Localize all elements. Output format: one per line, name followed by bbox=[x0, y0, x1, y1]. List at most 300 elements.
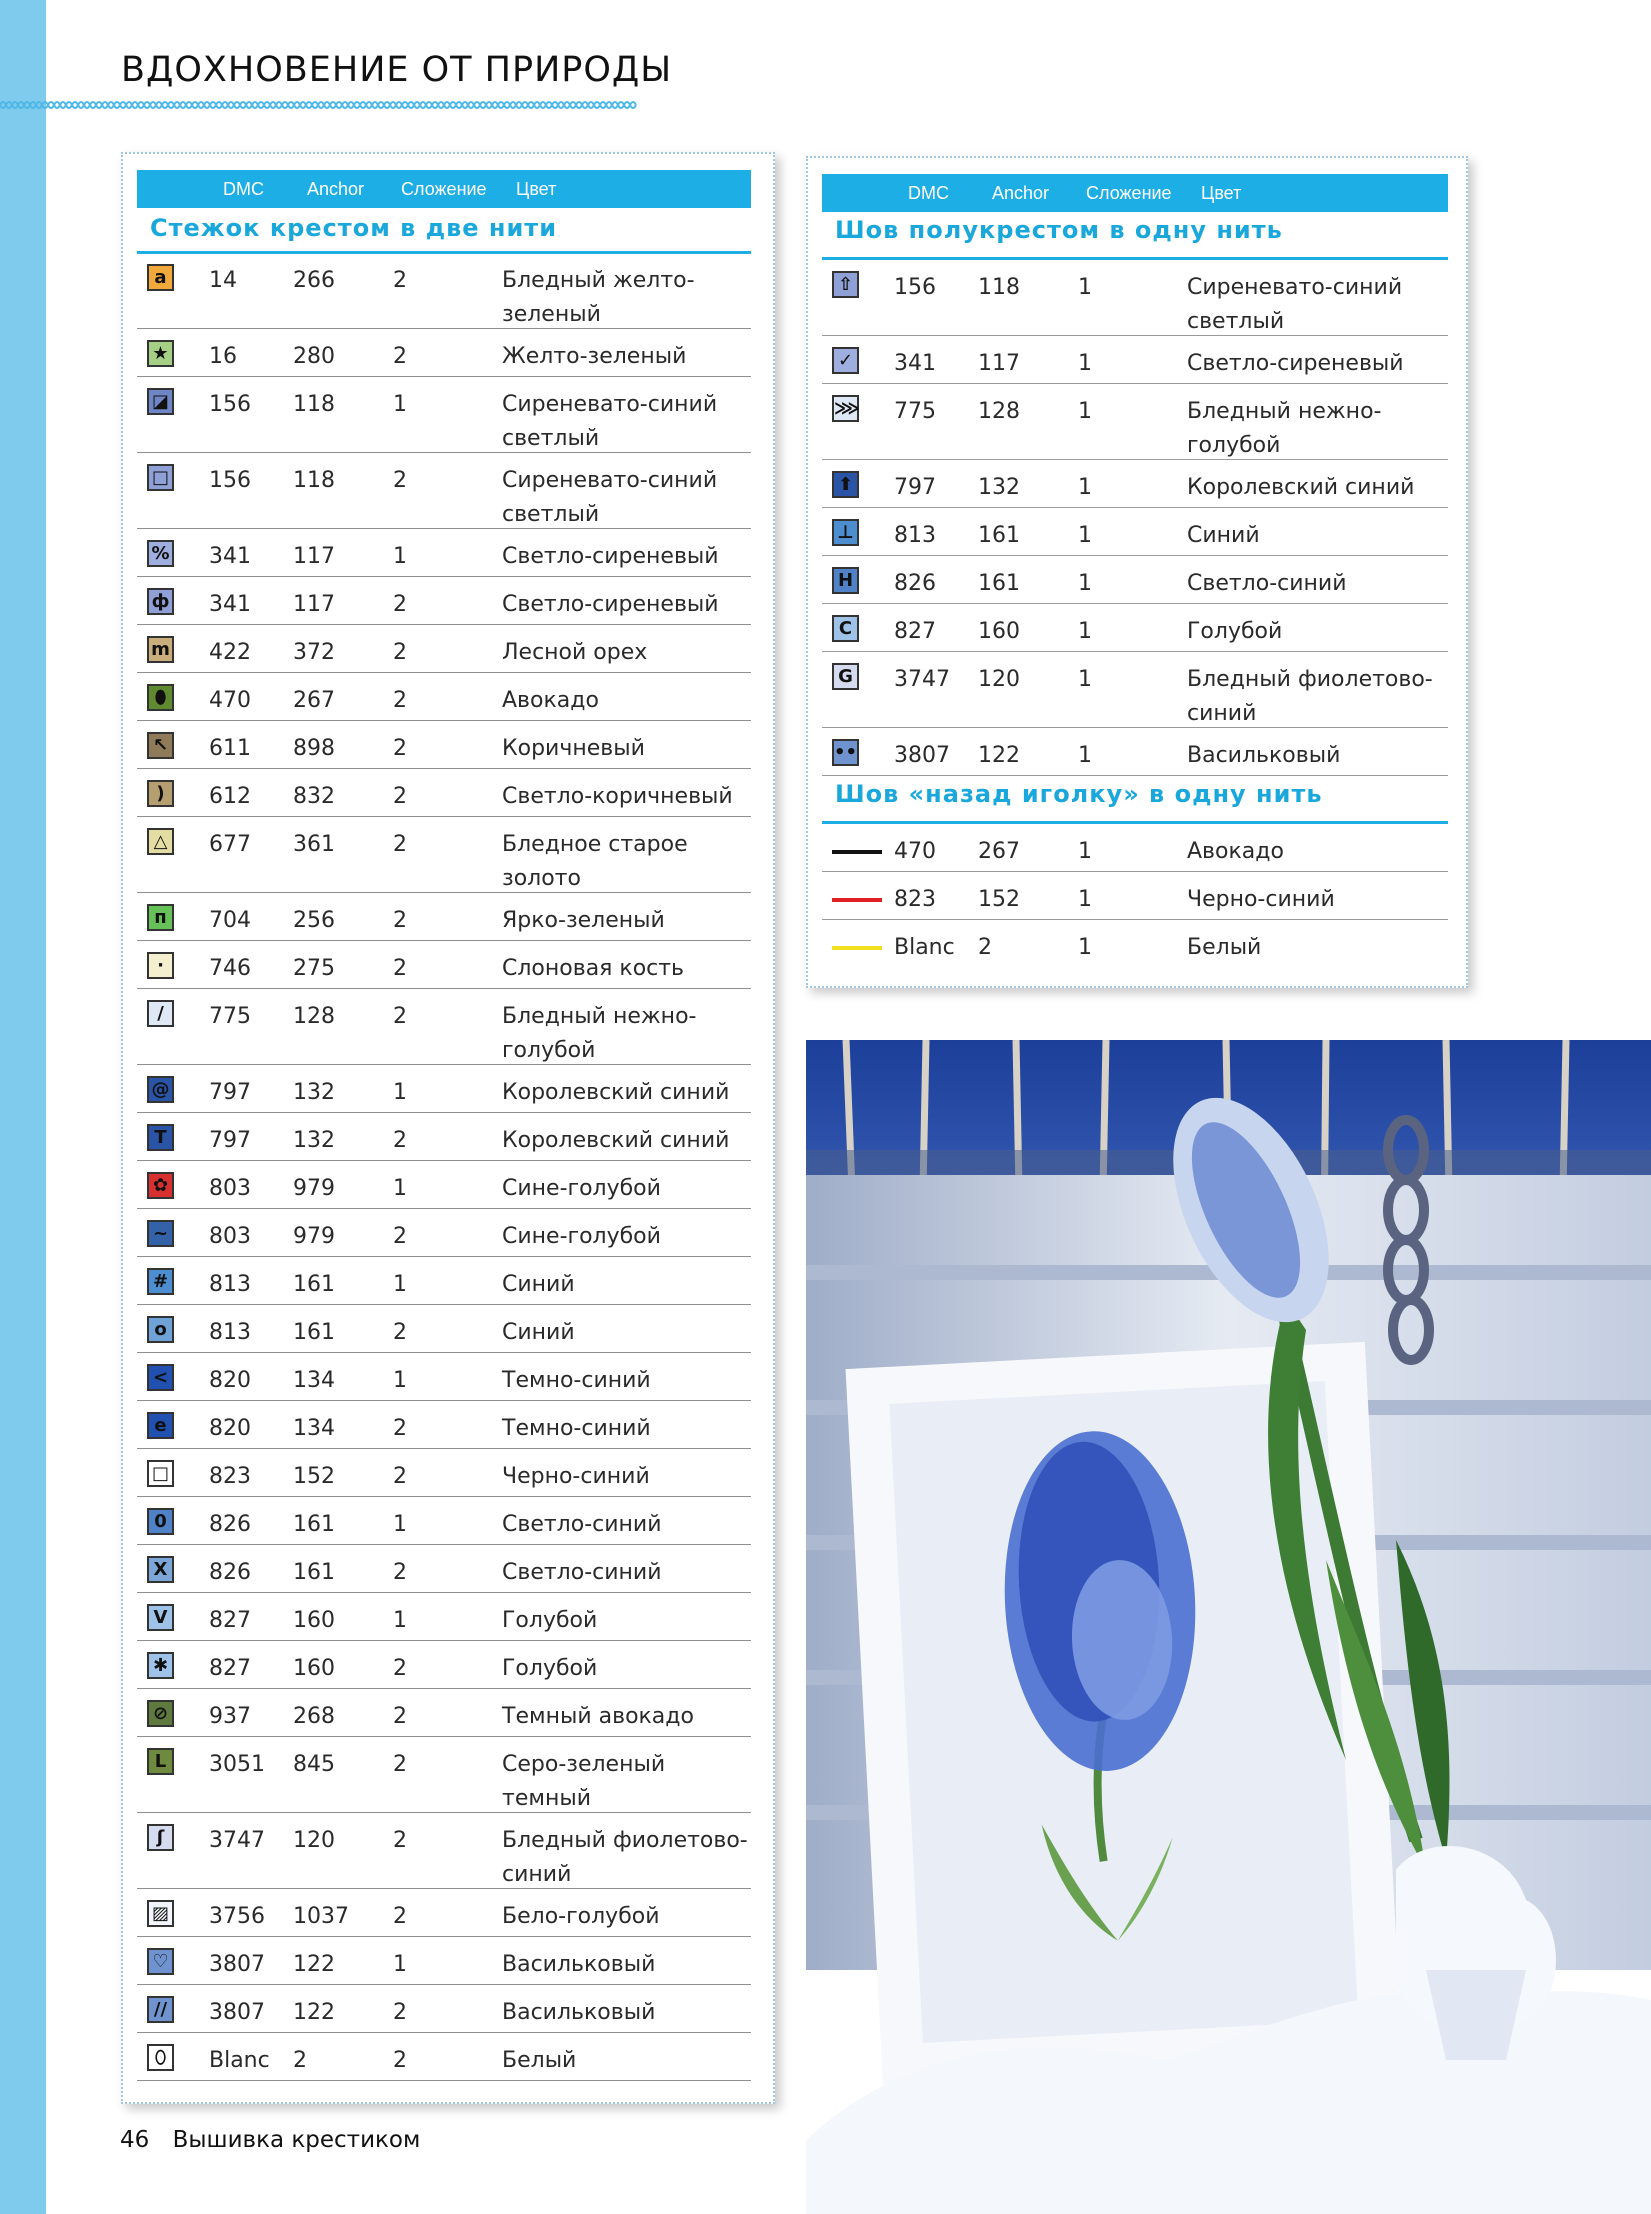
color-name-line2: светлый bbox=[502, 426, 600, 451]
dmc-number: 16 bbox=[209, 344, 237, 369]
table-row bbox=[137, 452, 751, 529]
dmc-number: Blanc bbox=[209, 2048, 270, 2073]
table-row bbox=[137, 1160, 751, 1209]
chart-symbol-icon: G bbox=[832, 663, 859, 690]
strand-count: 1 bbox=[1078, 475, 1092, 500]
chart-symbol-icon: ▨ bbox=[147, 1900, 174, 1927]
table-row bbox=[137, 1544, 751, 1593]
color-name: Синий bbox=[502, 1272, 575, 1297]
table-row bbox=[137, 720, 751, 769]
anchor-number: 275 bbox=[293, 956, 335, 981]
section-title-backstitch: Шов «назад иголку» в одну нить bbox=[835, 780, 1323, 808]
color-name: Темный авокадо bbox=[502, 1704, 694, 1729]
anchor-number: 128 bbox=[293, 1004, 335, 1029]
col-color: Цвет bbox=[1201, 183, 1242, 203]
strand-count: 2 bbox=[393, 1560, 407, 1585]
color-name: Бледный нежно- bbox=[1187, 399, 1382, 424]
color-name: Голубой bbox=[502, 1608, 598, 1633]
color-name-line2: синий bbox=[1187, 701, 1257, 726]
strand-count: 2 bbox=[393, 736, 407, 761]
chart-symbol-icon: ⊥ bbox=[832, 519, 859, 546]
chart-symbol-icon: // bbox=[147, 1996, 174, 2023]
chart-symbol-icon: ★ bbox=[147, 340, 174, 367]
dmc-number: 3747 bbox=[894, 667, 950, 692]
strand-count: 1 bbox=[393, 1512, 407, 1537]
dmc-number: 827 bbox=[894, 619, 936, 644]
chart-symbol-icon: X bbox=[147, 1556, 174, 1583]
strand-count: 2 bbox=[393, 1704, 407, 1729]
table-row bbox=[137, 768, 751, 817]
dmc-number: 341 bbox=[894, 351, 936, 376]
anchor-number: 268 bbox=[293, 1704, 335, 1729]
color-name: Слоновая кость bbox=[502, 956, 685, 981]
table-row bbox=[822, 871, 1448, 920]
dmc-number: 14 bbox=[209, 268, 237, 293]
hyacinth-embroidery-photo bbox=[806, 1040, 1651, 2214]
chart-symbol-icon: ⇧ bbox=[832, 271, 859, 298]
strand-count: 2 bbox=[393, 1224, 407, 1249]
chart-symbol-icon: ʃ bbox=[147, 1824, 174, 1851]
anchor-number: 132 bbox=[293, 1080, 335, 1105]
anchor-number: 120 bbox=[293, 1828, 335, 1853]
color-name: Бледный фиолетово- bbox=[502, 1828, 748, 1853]
strand-count: 1 bbox=[393, 1608, 407, 1633]
chart-symbol-icon: C bbox=[832, 615, 859, 642]
dmc-number: 803 bbox=[209, 1176, 251, 1201]
chart-symbol-icon: ⬮ bbox=[147, 684, 174, 711]
table-row bbox=[822, 259, 1448, 336]
table-header bbox=[137, 170, 751, 208]
strand-count: 1 bbox=[1078, 839, 1092, 864]
anchor-number: 160 bbox=[978, 619, 1020, 644]
color-name: Голубой bbox=[502, 1656, 598, 1681]
table-row bbox=[137, 1256, 751, 1305]
color-name-line2: синий bbox=[502, 1862, 572, 1887]
chart-symbol-icon: 0 bbox=[147, 1508, 174, 1535]
dmc-number: 156 bbox=[209, 392, 251, 417]
table-row bbox=[137, 1736, 751, 1813]
chart-symbol-icon: ✓ bbox=[832, 347, 859, 374]
anchor-number: 122 bbox=[293, 1952, 335, 1977]
color-name: Бледный желто- bbox=[502, 268, 695, 293]
dmc-number: 813 bbox=[894, 523, 936, 548]
anchor-number: 117 bbox=[978, 351, 1020, 376]
dmc-number: 820 bbox=[209, 1368, 251, 1393]
backstitch-line-icon bbox=[832, 946, 882, 950]
color-name: Темно-синий bbox=[502, 1416, 651, 1441]
table-row bbox=[822, 383, 1448, 460]
dmc-number: 775 bbox=[894, 399, 936, 424]
dmc-number: Blanc bbox=[894, 935, 955, 960]
table-row bbox=[822, 507, 1448, 556]
dmc-number: 746 bbox=[209, 956, 251, 981]
color-name: Голубой bbox=[1187, 619, 1283, 644]
section-title-half-cross: Шов полукрестом в одну нить bbox=[835, 216, 1283, 244]
dmc-number: 156 bbox=[894, 275, 936, 300]
anchor-number: 161 bbox=[293, 1560, 335, 1585]
anchor-number: 152 bbox=[978, 887, 1020, 912]
strand-count: 2 bbox=[393, 784, 407, 809]
dmc-number: 677 bbox=[209, 832, 251, 857]
chart-symbol-icon: % bbox=[147, 540, 174, 567]
color-name: Ярко-зеленый bbox=[502, 908, 665, 933]
strand-count: 1 bbox=[1078, 523, 1092, 548]
table-row bbox=[137, 988, 751, 1065]
strand-count: 2 bbox=[393, 268, 407, 293]
color-name: Серо-зеленый bbox=[502, 1752, 666, 1777]
strand-count: 2 bbox=[393, 908, 407, 933]
color-name-line2: зеленый bbox=[502, 302, 601, 327]
table-row bbox=[137, 1304, 751, 1353]
color-name: Светло-синий bbox=[1187, 571, 1347, 596]
table-row bbox=[137, 528, 751, 577]
color-name: Белый bbox=[1187, 935, 1262, 960]
page-footer bbox=[120, 2127, 420, 2153]
chart-symbol-icon: / bbox=[147, 1000, 174, 1027]
anchor-number: 161 bbox=[978, 571, 1020, 596]
chart-symbol-icon: L bbox=[147, 1748, 174, 1775]
strand-count: 2 bbox=[393, 592, 407, 617]
table-row bbox=[137, 1112, 751, 1161]
dmc-number: 341 bbox=[209, 544, 251, 569]
table-row bbox=[137, 376, 751, 453]
anchor-number: 267 bbox=[978, 839, 1020, 864]
anchor-number: 118 bbox=[293, 392, 335, 417]
anchor-number: 161 bbox=[293, 1272, 335, 1297]
color-name: Бледный нежно- bbox=[502, 1004, 697, 1029]
chart-symbol-icon: □ bbox=[147, 464, 174, 491]
chart-symbol-icon: ) bbox=[147, 780, 174, 807]
dmc-number: 797 bbox=[209, 1080, 251, 1105]
dmc-number: 3807 bbox=[894, 743, 950, 768]
anchor-number: 160 bbox=[293, 1656, 335, 1681]
dmc-number: 823 bbox=[894, 887, 936, 912]
color-name: Светло-синий bbox=[502, 1560, 662, 1585]
dmc-number: 826 bbox=[209, 1560, 251, 1585]
dmc-number: 3807 bbox=[209, 2000, 265, 2025]
photo-illustration bbox=[806, 1040, 1651, 2214]
section-title-cross-stitch: Стежок крестом в две нити bbox=[150, 214, 558, 242]
cross-stitch-key-table bbox=[121, 152, 775, 2104]
strand-count: 2 bbox=[393, 1828, 407, 1853]
strand-count: 1 bbox=[1078, 619, 1092, 644]
dmc-number: 823 bbox=[209, 1464, 251, 1489]
dmc-number: 820 bbox=[209, 1416, 251, 1441]
color-name: Белый bbox=[502, 2048, 577, 2073]
strand-count: 1 bbox=[393, 1272, 407, 1297]
anchor-number: 152 bbox=[293, 1464, 335, 1489]
anchor-number: 117 bbox=[293, 592, 335, 617]
color-name-line2: светлый bbox=[502, 502, 600, 527]
dmc-number: 470 bbox=[209, 688, 251, 713]
color-name: Бледный фиолетово- bbox=[1187, 667, 1433, 692]
anchor-number: 118 bbox=[293, 468, 335, 493]
backstitch-line-icon bbox=[832, 898, 882, 902]
anchor-number: 361 bbox=[293, 832, 335, 857]
table-row bbox=[137, 1208, 751, 1257]
chart-symbol-icon: □ bbox=[147, 1460, 174, 1487]
dmc-number: 826 bbox=[894, 571, 936, 596]
anchor-number: 2 bbox=[293, 2048, 307, 2073]
table-row bbox=[137, 940, 751, 989]
strand-count: 1 bbox=[1078, 275, 1092, 300]
left-color-band bbox=[0, 0, 46, 2214]
dmc-number: 611 bbox=[209, 736, 251, 761]
color-name-line2: голубой bbox=[1187, 433, 1281, 458]
dmc-number: 3051 bbox=[209, 1752, 265, 1777]
strand-count: 2 bbox=[393, 1320, 407, 1345]
table-row bbox=[137, 1496, 751, 1545]
anchor-number: 979 bbox=[293, 1224, 335, 1249]
strand-count: 2 bbox=[393, 1464, 407, 1489]
table-row bbox=[822, 823, 1448, 872]
strand-count: 2 bbox=[393, 688, 407, 713]
color-name: Сине-голубой bbox=[502, 1176, 661, 1201]
anchor-number: 161 bbox=[293, 1320, 335, 1345]
table-row bbox=[137, 1352, 751, 1401]
color-name: Королевский синий bbox=[502, 1128, 730, 1153]
table-row bbox=[137, 1064, 751, 1113]
table-row bbox=[822, 919, 1448, 967]
table-row bbox=[137, 1936, 751, 1985]
anchor-number: 132 bbox=[978, 475, 1020, 500]
strand-count: 1 bbox=[393, 1080, 407, 1105]
table-row bbox=[137, 1888, 751, 1937]
col-dmc: DMC bbox=[908, 183, 949, 203]
chart-symbol-icon: ⋙ bbox=[832, 395, 859, 422]
col-anchor: Anchor bbox=[992, 183, 1050, 203]
table-row bbox=[822, 651, 1448, 728]
table-row bbox=[137, 576, 751, 625]
strand-count: 1 bbox=[1078, 399, 1092, 424]
strand-count: 1 bbox=[1078, 743, 1092, 768]
strand-count: 2 bbox=[393, 468, 407, 493]
color-name: Бело-голубой bbox=[502, 1904, 660, 1929]
strand-count: 2 bbox=[393, 2000, 407, 2025]
chart-symbol-icon: # bbox=[147, 1268, 174, 1295]
color-name-line2: светлый bbox=[1187, 309, 1285, 334]
color-name: Сиреневато-синий bbox=[1187, 275, 1403, 300]
strand-count: 1 bbox=[393, 544, 407, 569]
color-name: Королевский синий bbox=[1187, 475, 1415, 500]
strand-count: 2 bbox=[393, 1128, 407, 1153]
color-name: Королевский синий bbox=[502, 1080, 730, 1105]
chart-symbol-icon: ⬯ bbox=[147, 2044, 174, 2071]
color-name: Черно-синий bbox=[1187, 887, 1335, 912]
strand-count: 1 bbox=[393, 1368, 407, 1393]
strand-count: 1 bbox=[1078, 351, 1092, 376]
chart-symbol-icon: ↖ bbox=[147, 732, 174, 759]
anchor-number: 256 bbox=[293, 908, 335, 933]
anchor-number: 132 bbox=[293, 1128, 335, 1153]
color-name: Бледное старое bbox=[502, 832, 688, 857]
strand-count: 1 bbox=[393, 392, 407, 417]
color-name-line2: голубой bbox=[502, 1038, 596, 1063]
table-row bbox=[137, 892, 751, 941]
table-header bbox=[822, 174, 1448, 212]
strand-count: 1 bbox=[393, 1176, 407, 1201]
strand-count: 2 bbox=[393, 1004, 407, 1029]
color-name: Светло-сиреневый bbox=[502, 592, 719, 617]
chart-symbol-icon: < bbox=[147, 1364, 174, 1391]
color-name-line2: темный bbox=[502, 1786, 591, 1811]
book-title: Вышивка крестиком bbox=[172, 2127, 421, 2153]
dmc-number: 775 bbox=[209, 1004, 251, 1029]
dmc-number: 937 bbox=[209, 1704, 251, 1729]
chart-symbol-icon: T bbox=[147, 1124, 174, 1151]
anchor-number: 160 bbox=[293, 1608, 335, 1633]
anchor-number: 122 bbox=[978, 743, 1020, 768]
color-name: Синий bbox=[1187, 523, 1260, 548]
strand-count: 2 bbox=[393, 1416, 407, 1441]
strand-count: 2 bbox=[393, 344, 407, 369]
dmc-number: 612 bbox=[209, 784, 251, 809]
chart-symbol-icon: ~ bbox=[147, 1220, 174, 1247]
table-row bbox=[822, 459, 1448, 508]
chart-symbol-icon: e bbox=[147, 1412, 174, 1439]
anchor-number: 280 bbox=[293, 344, 335, 369]
half-cross-and-backstitch-key-table bbox=[806, 156, 1468, 988]
chart-symbol-icon: ✱ bbox=[147, 1652, 174, 1679]
dmc-number: 156 bbox=[209, 468, 251, 493]
page-number: 46 bbox=[120, 2127, 150, 2153]
strand-count: 1 bbox=[1078, 571, 1092, 596]
anchor-number: 372 bbox=[293, 640, 335, 665]
table-row bbox=[137, 1400, 751, 1449]
color-name: Светло-сиреневый bbox=[1187, 351, 1404, 376]
strand-count: 1 bbox=[1078, 887, 1092, 912]
anchor-number: 122 bbox=[293, 2000, 335, 2025]
chart-symbol-icon: o bbox=[147, 1316, 174, 1343]
color-name: Светло-синий bbox=[502, 1512, 662, 1537]
anchor-number: 267 bbox=[293, 688, 335, 713]
table-row bbox=[137, 1640, 751, 1689]
chart-symbol-icon: △ bbox=[147, 828, 174, 855]
anchor-number: 979 bbox=[293, 1176, 335, 1201]
anchor-number: 117 bbox=[293, 544, 335, 569]
color-name: Коричневый bbox=[502, 736, 645, 761]
strand-count: 2 bbox=[393, 2048, 407, 2073]
dmc-number: 826 bbox=[209, 1512, 251, 1537]
table-row bbox=[137, 672, 751, 721]
strand-count: 2 bbox=[393, 832, 407, 857]
anchor-number: 118 bbox=[978, 275, 1020, 300]
dmc-number: 3756 bbox=[209, 1904, 265, 1929]
table-row bbox=[137, 328, 751, 377]
anchor-number: 832 bbox=[293, 784, 335, 809]
color-name: Темно-синий bbox=[502, 1368, 651, 1393]
col-strands: Сложение bbox=[1086, 183, 1172, 203]
dmc-number: 422 bbox=[209, 640, 251, 665]
anchor-number: 134 bbox=[293, 1416, 335, 1441]
color-name: Светло-коричневый bbox=[502, 784, 733, 809]
color-name: Черно-синий bbox=[502, 1464, 650, 1489]
dmc-number: 813 bbox=[209, 1272, 251, 1297]
col-dmc: DMC bbox=[223, 179, 264, 199]
color-name: Сиреневато-синий bbox=[502, 468, 718, 493]
chart-symbol-icon: ⬆ bbox=[832, 471, 859, 498]
anchor-number: 1037 bbox=[293, 1904, 349, 1929]
chart-symbol-icon: •• bbox=[832, 739, 859, 766]
dmc-number: 797 bbox=[894, 475, 936, 500]
chart-symbol-icon: ◪ bbox=[147, 388, 174, 415]
strand-count: 1 bbox=[393, 1952, 407, 1977]
color-name: Желто-зеленый bbox=[502, 344, 687, 369]
color-name: Васильковый bbox=[502, 1952, 656, 1977]
table-row bbox=[137, 2032, 751, 2081]
color-name: Светло-сиреневый bbox=[502, 544, 719, 569]
chart-symbol-icon: ⊘ bbox=[147, 1700, 174, 1727]
color-name: Сине-голубой bbox=[502, 1224, 661, 1249]
anchor-number: 845 bbox=[293, 1752, 335, 1777]
dmc-number: 813 bbox=[209, 1320, 251, 1345]
color-name-line2: золото bbox=[502, 866, 581, 891]
chart-symbol-icon: V bbox=[147, 1604, 174, 1631]
table-row bbox=[137, 1592, 751, 1641]
dmc-number: 341 bbox=[209, 592, 251, 617]
chart-symbol-icon: a bbox=[147, 264, 174, 291]
chart-symbol-icon: ✿ bbox=[147, 1172, 174, 1199]
table-row bbox=[137, 252, 751, 329]
strand-count: 2 bbox=[393, 640, 407, 665]
anchor-number: 161 bbox=[978, 523, 1020, 548]
dmc-number: 803 bbox=[209, 1224, 251, 1249]
chart-symbol-icon: ♡ bbox=[147, 1948, 174, 1975]
chart-symbol-icon: H bbox=[832, 567, 859, 594]
dmc-number: 827 bbox=[209, 1656, 251, 1681]
col-color: Цвет bbox=[516, 179, 557, 199]
strand-count: 2 bbox=[393, 956, 407, 981]
table-row bbox=[822, 335, 1448, 384]
table-row bbox=[137, 624, 751, 673]
strand-count: 2 bbox=[393, 1904, 407, 1929]
dmc-number: 704 bbox=[209, 908, 251, 933]
col-strands: Сложение bbox=[401, 179, 487, 199]
chart-symbol-icon: п bbox=[147, 904, 174, 931]
backstitch-line-icon bbox=[832, 850, 882, 854]
anchor-number: 161 bbox=[293, 1512, 335, 1537]
color-name: Васильковый bbox=[1187, 743, 1341, 768]
chart-symbol-icon: @ bbox=[147, 1076, 174, 1103]
chart-symbol-icon: · bbox=[147, 952, 174, 979]
strand-count: 2 bbox=[393, 1656, 407, 1681]
dmc-number: 470 bbox=[894, 839, 936, 864]
table-row bbox=[822, 555, 1448, 604]
dmc-number: 3747 bbox=[209, 1828, 265, 1853]
col-anchor: Anchor bbox=[307, 179, 365, 199]
strand-count: 2 bbox=[393, 1752, 407, 1777]
anchor-number: 128 bbox=[978, 399, 1020, 424]
color-name: Авокадо bbox=[502, 688, 599, 713]
dmc-number: 827 bbox=[209, 1608, 251, 1633]
anchor-number: 266 bbox=[293, 268, 335, 293]
color-name: Васильковый bbox=[502, 2000, 656, 2025]
color-name: Лесной орех bbox=[502, 640, 648, 665]
table-row bbox=[137, 1984, 751, 2033]
dmc-number: 3807 bbox=[209, 1952, 265, 1977]
chart-symbol-icon: ф bbox=[147, 588, 174, 615]
strand-count: 1 bbox=[1078, 667, 1092, 692]
chart-symbol-icon: m bbox=[147, 636, 174, 663]
anchor-number: 134 bbox=[293, 1368, 335, 1393]
table-row bbox=[137, 1448, 751, 1497]
color-name: Сиреневато-синий bbox=[502, 392, 718, 417]
table-row bbox=[137, 1688, 751, 1737]
table-row bbox=[137, 816, 751, 893]
color-name: Синий bbox=[502, 1320, 575, 1345]
strand-count: 1 bbox=[1078, 935, 1092, 960]
anchor-number: 120 bbox=[978, 667, 1020, 692]
